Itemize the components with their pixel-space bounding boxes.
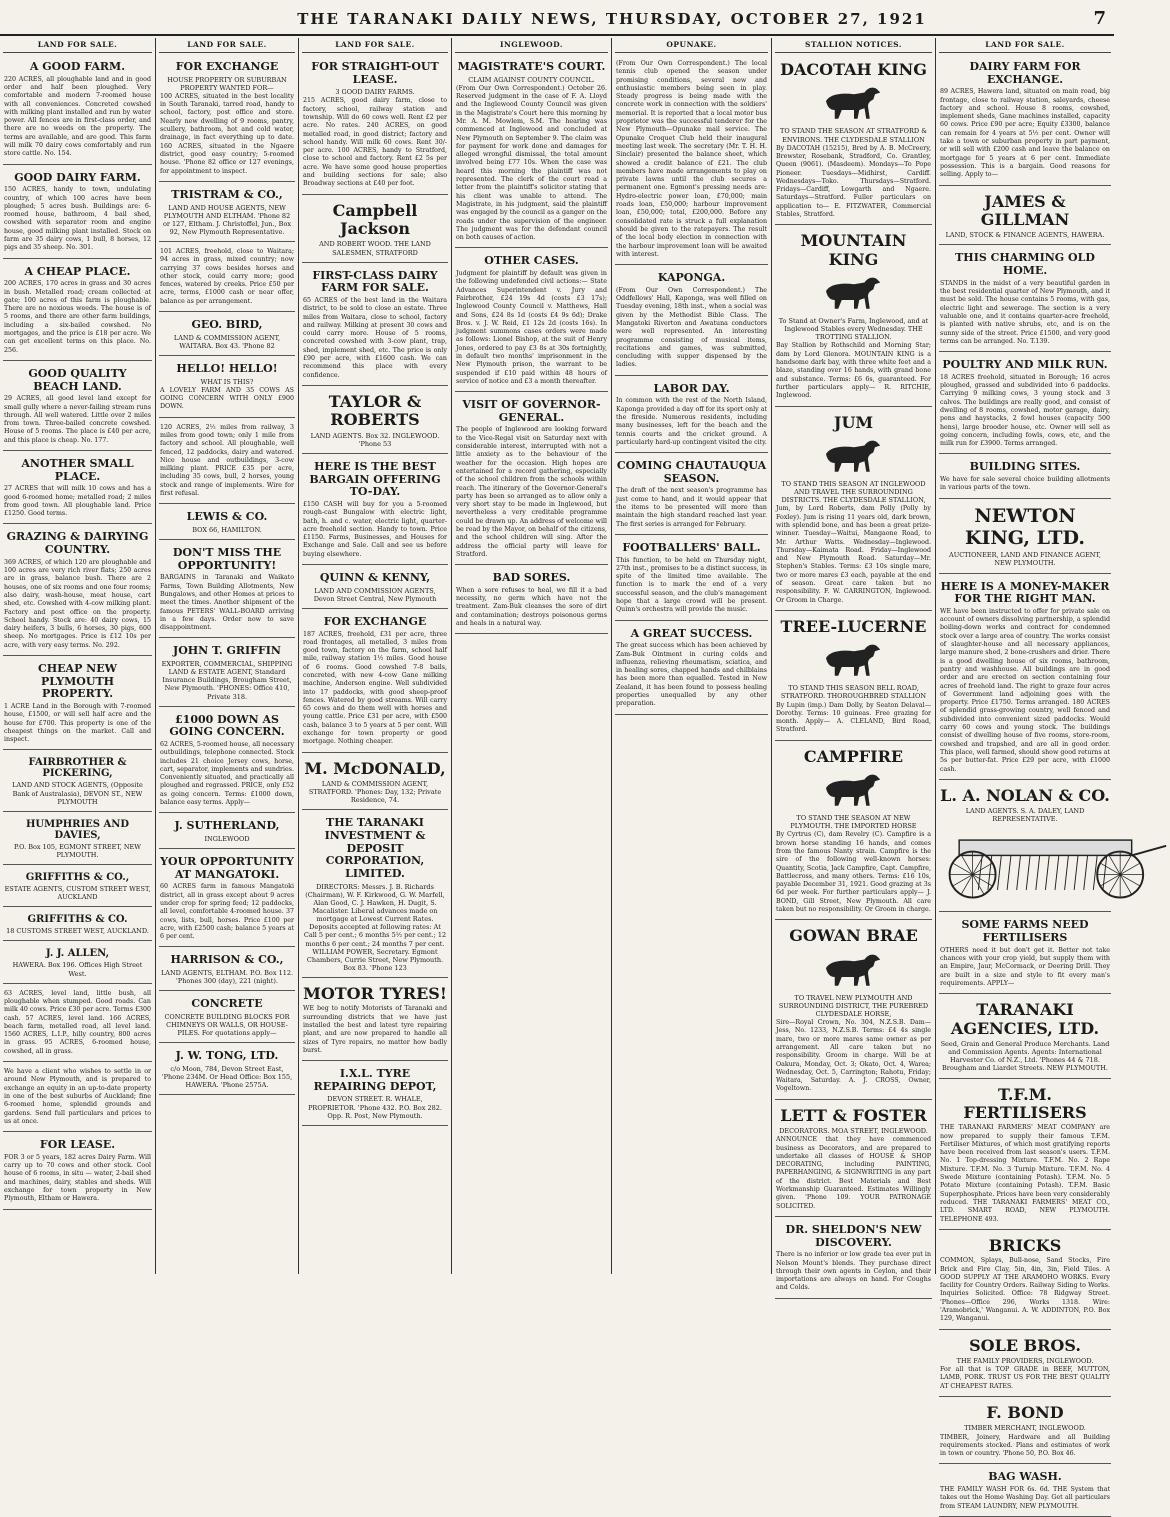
ad-heading: DR. SHELDON'S NEW DISCOVERY.	[785, 1222, 922, 1249]
ad-heading: CAMPFIRE	[803, 746, 904, 766]
ad-body-text: A LOVELY FARM AND 35 COWS AS GOING CONCERN WITH ONLY £900 DOWN.	[160, 386, 294, 411]
ad-heading: J. SUTHERLAND,	[174, 819, 280, 833]
ad-heading: YOUR OPPORTUNITY AT MANGATOKI.	[160, 855, 294, 881]
ad-subheading: CONCRETE BUILDING BLOCKS FOR CHIMNEYS OR WALLS, OR HOUSE-PILES. For quotations apply—	[164, 1013, 290, 1038]
ad-heading: A GREAT SUCCESS.	[630, 626, 753, 640]
ad-heading: TRISTRAM & CO.,	[171, 187, 283, 201]
agent-name: GRIFFITHS & CO.,	[25, 872, 130, 884]
ad-body-text: 187 ACRES, freehold, £31 per acre, three road frontages, all metalled, 3 miles from good town, factory on the farm, school half mile, railway station 1½ miles. Good house of 6 rooms. Good cowshed 7-8 bails, concreted, with new 4-cow Gane milking machine, Anderson engine. Well subdivided into 17 paddocks, with good sheep-proof fences. Watered by good streams. Will carry 65 cows and do them well with horses and young cattle. Price £31 per acre, with £500 cash, balance 3 to 5 years at 5 per cent. Will exchange for town property or good mortgage. Nothing cheaper.	[303, 630, 447, 746]
advertisement	[159, 314, 295, 356]
ad-heading: FOR STRAIGHT-OUT LEASE.	[311, 60, 439, 86]
newspaper-title: THE TARANAKI DAILY NEWS, THURSDAY, OCTOBER 27, 1921	[297, 10, 927, 28]
ad-subheading: c/o Moon, 784, Devon Street East, 'Phone 234M. Or Head Office: Box 155, HAWERA. 'Phone 2575A.	[161, 1065, 293, 1090]
advertisement	[159, 949, 295, 991]
ad-body-text: 60 ACRES farm in famous Mangatoki district, all in grass except about 9 acres under crop for spring feed; 12 paddocks, all level, comfortable 4-roomed house. 37 cows, lists, bull, horses. Price £100 per acre, with £2500 cash; balance 5 years at 6 per cent.	[160, 883, 294, 941]
advertisement	[615, 267, 768, 376]
advertisement	[615, 623, 768, 715]
horse-icon	[819, 271, 889, 315]
ad-heading: SOLE BROS.	[969, 1335, 1081, 1355]
advertisement	[159, 56, 295, 182]
ad-heading: MOUNTAIN KING	[800, 231, 907, 269]
ad-heading: GOWAN BRAE	[789, 926, 918, 946]
seed-drill-illustration	[940, 826, 1170, 904]
ad-subheading: THE FAMILY PROVIDERS, INGLEWOOD.	[956, 1357, 1094, 1365]
agent-listing	[3, 867, 152, 907]
advertisement	[3, 56, 152, 165]
ad-body-text: This function, to be held on Thursday night, 27th inst., promises to be a distinct success, in spite of the limited time available. The function is to mark the end of a very successful season, and the club's management hope that a large crowd will be present. Quinn's orchestra will provide the music.	[616, 556, 767, 614]
ad-heading: HERE IS THE BEST BARGAIN OFFERING TO-DAY.	[309, 459, 441, 499]
ad-heading: FOR EXCHANGE	[175, 60, 279, 73]
advertisement	[302, 1063, 448, 1126]
advertisement	[3, 167, 152, 259]
ad-body-text: (From Our Own Correspondent.) The local tennis club opened the season under promising conditions, several new and enthusiastic members being seen in play. Steady progress is being made with the concrete work in connection with the soldiers' memorial. It is reported that a local motor bus proprietor was the successful tenderer for the New Plymouth—Opunake mail service. The Opunake Croquet Club held their inaugural meeting last week. The secretary (Mr. T. H. H. Sinclair) presented the balance sheet, which showed a credit balance of £21. The club members have made arrangements to play on private lawns until the club secures a permanent one. Egmont's pressing needs are: Hydro-electric power loan, £70,000; main roads loan, £50,000; harbour improvement loan, £50,000; total, £200,000. Before any consolidated rate is struck a full explanation should be given to the ratepayers. The result of the local body election in connection with the harbour improvement loan will be awaited with interest.	[616, 60, 767, 258]
ad-heading: M. McDONALD,	[304, 758, 446, 778]
advertisement	[159, 420, 295, 505]
ad-heading: L. A. NOLAN & CO.	[940, 785, 1110, 805]
ad-body-text: Jum, by Lord Roberts, dam Polly (Polly by Foxley). Jum is rising 11 years old, dark brown, with splendid bone, and has been a great prize-winner. Tuesday—Waitui, Mangaone Road, to Mr. Arthur Watts. Wednesday—Inglewood. Thursday—Kaimata Road. Friday—Inglewood and New Plymouth Road. Saturday—Mr. Stephen's Stables. Terms: £3 10s single mare, two or more mares £3 each, payable at the end of season. Great care taken but no responsibility. F. W. CARRINGTON, Inglewood. Or Groom in Charge.	[776, 505, 931, 604]
advertisement	[302, 980, 448, 1061]
ad-body-text: STANDS in the midst of a very beautiful garden in the best residential quarter of New Plymouth, and it must be sold. The house contains 5 rooms, with gas, electric light and sewerage. The section is a very valuable one, and it contains quarter-acre freehold, is planted with native shrubs, etc, and is on the sunny side of the street. Price £1500, and very good terms can be arranged. No. T.139.	[940, 279, 1110, 345]
agent-name: GRIFFITHS & CO.	[27, 914, 128, 926]
ad-subheading: AND ROBERT WOOD. THE LAND SALESMEN, STRATFORD	[319, 240, 431, 257]
column-1	[0, 38, 156, 1274]
ad-body-text: 100 ACRES, situated in the best locality in South Taranaki, tarred road, handy to school, factory, post office and store. Nearly new dwelling of 9 rooms, pantry, scullery, bathroom, hot and cold water, drainage, in fact everything up to date. 160 ACRES, situated in the Ngaere district, good easy country; 5-roomed house. 'Phone 82 office or 127 evenings, for appointment to inspect.	[160, 92, 294, 175]
ad-heading: I.X.L. TYRE REPAIRING DEPOT,	[313, 1067, 437, 1093]
advertisement	[3, 986, 152, 1062]
ad-heading: COMING CHAUTAUQUA SEASON.	[616, 459, 767, 485]
ad-subheading: EXPORTER, COMMERCIAL, SHIPPING LAND & ESTATE AGENT, Standard Insurance Buildings, Brougham Street, New Plymouth. 'PHONES: Office 410, Private 318.	[161, 660, 293, 701]
advertisement	[775, 922, 932, 1099]
agent-address: ESTATE AGENTS, CUSTOM STREET WEST, AUCKLAND	[4, 885, 151, 902]
column-header: LAND FOR SALE.	[302, 38, 448, 53]
advertisement	[159, 506, 295, 540]
ad-body-text: ANNOUNCE that they have commenced business as Decorators, and are prepared to undertake all classes of HOUSE & SHOP DECORATING, including PAINTING, PAPERHANGING, & SIGNWRITING in any part of the district. Best Materials and Best Workmanship Guaranteed. Estimates Willingly given. 'Phone 109. YOUR PATRONAGE SOLICITED.	[776, 1136, 931, 1210]
ad-body-text: THE FAMILY WASH FOR 6s. 6d. THE System that takes out the Home Washing Day. Get all particulars from STEAM LAUNDRY, NEW PLYMOUTH.	[940, 1486, 1110, 1510]
agent-listing	[3, 943, 152, 983]
ad-body-text: 18 ACRES freehold, situated in Borough; 16 acres ploughed, grassed and subdivided into 6 paddocks. Carrying 9 milking cows, 3 young stock and 3 calves. The buildings are really good, and consist of dwelling of 8 rooms, cowshed, motor garage, dairy, pens and haystacks, 2 fowl houses (capacity 500 hens), large brooder house, etc. Owner will sell as going concern, including fowls, cows, etc, and the milk run for £3900. Terms arranged.	[940, 373, 1110, 448]
column-6	[772, 38, 936, 1292]
ad-heading: F. BOND	[986, 1403, 1064, 1423]
advertisement	[3, 453, 152, 524]
advertisement	[939, 782, 1111, 913]
column-header: INGLEWOOD.	[455, 38, 608, 53]
advertisement	[159, 709, 295, 814]
column-5	[612, 38, 772, 1274]
ad-heading: DACOTAH KING	[780, 60, 927, 79]
ad-body-text: 215 ACRES, good dairy farm, close to factory, school, railway station and township. Will do 60 cows well. Rent £2 per acre. No rates. 240 ACRES, on good metalled road, in good district; factory and school handy. Will milk 60 cows. Rent 30/- per acre. 100 ACRES, handy to Stratford, close to school and factory. Rent £2 5s per acre. We have some good house properties and building sections for sale; also Broadway sections at £40 per foot.	[303, 97, 447, 188]
ad-heading: LEWIS & CO.	[186, 510, 268, 524]
ad-subheading: LAND AND HOUSE AGENTS, NEW PLYMOUTH AND ELTHAM. 'Phone 82 or 127, Eltham. J. Christoffel, Jun., Box 92, New Plymouth Representative.	[162, 203, 292, 236]
advertisement	[939, 1232, 1111, 1330]
ad-subheading: DIRECTORS: Messrs. J. B. Richards (Chairman), W. F. Kirkwood, G. W. Marfell, Alan Good, C. J. Hawken, H. Dugit, S. Macalister. Liberal advances made on mortgage at Lowest Current Rates. Deposits accepted at following rates: At Call 5 per cent.; 6 months 5½ per cent.; 12 months 6 per cent.; 24 months 7 per cent. WILLIAM POWER, Secretary. Egmont Chambers, Currie Street, New Plymouth. Box 83. 'Phone 123	[303, 882, 447, 972]
ad-body-text: 1 ACRE Land in the Borough with 7-roomed house, £1500, or will sell half acre and the house for £700. This property is one of the cheapest things on the market. Call and inspect.	[4, 702, 151, 744]
ad-body-text: In common with the rest of the North Island, Kaponga provided a day off for its sport only at the fireside. Numerous residents, including many businesses, left for the beach and the tennis courts and the cricket ground. A particularly hard-up contingent visited the city.	[616, 397, 767, 446]
agent-address: 18 CUSTOMS STREET WEST, AUCKLAND.	[6, 927, 149, 936]
ad-heading: FOOTBALLERS' BALL.	[622, 540, 761, 554]
advertisement	[939, 914, 1111, 994]
ad-heading: TREE-LUCERNE	[780, 616, 927, 636]
advertisement	[939, 996, 1111, 1078]
ad-heading: ANOTHER SMALL PLACE.	[21, 457, 134, 483]
ad-heading: QUINN & KENNY,	[319, 570, 431, 584]
advertisement	[939, 1332, 1111, 1397]
ad-body-text: The people of Inglewood are looking forward to the Vice-Regal visit on Saturday next with considerable interest, interrupted with not a little anxiety as to the behaviour of the weather for the occasion. High hopes are entertained for a record gathering, especially of the school children from the schools within reach. The itinerary of the Governor-General's party has been so arranged as to allow only a very short stay to be made in Inglewood, but nevertheless a very creditable programme could be drawn up. An address of welcome will be read by the Mayor, on behalf of the citizens, and the school children will sing. After the address the official party will leave for Stratford.	[456, 426, 607, 558]
ad-body-text: 29 ACRES, all good level land except for small gully where a never-failing stream runs through. All well watered. Little over 2 miles from town. Three-bailed concrete cowshed. House of 5 rooms. The place is £40 per acre, and this place is cheap. No. 177.	[4, 395, 151, 444]
ad-heading: HERE IS A MONEY-MAKER FOR THE RIGHT MAN.	[940, 579, 1110, 606]
advertisement	[775, 227, 932, 406]
advertisement	[939, 1466, 1111, 1517]
column-4	[452, 38, 612, 1274]
agent-listing	[3, 814, 152, 865]
agent-listing	[3, 752, 152, 811]
ad-subheading: LAND AND COMMISSION AGENTS, Devon Street Central, New Plymouth	[313, 586, 437, 603]
ad-subheading: LAND & COMMISSION AGENT, STRATFORD. 'Phones: Day, 132; Private Residence, 74.	[308, 780, 442, 805]
ad-subheading: To Stand at Owner's Farm, Inglewood, and at Inglewood Stables every Wednesday. THE TROTTING STALLION.	[778, 317, 929, 342]
ad-subheading: BOX 66, HAMILTON.	[192, 525, 262, 534]
advertisement	[615, 56, 768, 265]
horse-icon	[819, 434, 889, 478]
ad-body-text: 27 ACRES that will milk 10 cows and has a good 6-roomed home; metalled road; 2 miles from good town. All ploughable land. Price £1250. Good terms.	[4, 485, 151, 518]
ad-heading: FOR EXCHANGE	[323, 614, 427, 628]
advertisement	[775, 1219, 932, 1299]
ad-subheading: TO STAND THIS SEASON AT INGLEWOOD AND TRAVEL THE SURROUNDING DISTRICTS. THE CLYDESDALE STALLION,	[781, 479, 926, 505]
advertisement	[615, 455, 768, 535]
advertisement	[455, 250, 608, 392]
ad-heading: T.F.M. FERTILISERS	[963, 1084, 1087, 1122]
advertisement	[159, 815, 295, 849]
ad-subheading: CLAIM AGAINST COUNTY COUNCIL.	[468, 75, 595, 84]
ad-subheading: HOUSE PROPERTY OR SUBURBAN PROPERTY WANTED FOR—	[167, 75, 287, 92]
ad-body-text: WE have been instructed to offer for private sale on account of owners dissolving partnership, a splendid boiling-down works and contract for condemned stock over a large area of country. The works consist of slaughter-house and all necessary appliances, large manure shed, 2 bone-crushers and drier. There is a good dwelling house of six rooms, bathroom, pantry and washhouse. All buildings are in good order and are erected on section containing four acres of freehold land. The right to graze four acres of Government land adjoining goes with the property. Price £1750. Terms arranged. 180 ACRES of splendid grass-growing country, well fenced and subdivided into convenient sized paddocks. Would carry 60 cows and young stock. The buildings consist of dwelling house of five rooms, store-room, cowshed and trapshed, and are all in good order. This place, well farmed, should show good returns at 5s per butter-fat. Price £29 per acre, with £1000 cash.	[940, 607, 1110, 773]
ad-heading: POULTRY AND MILK RUN.	[942, 358, 1108, 372]
advertisement	[455, 567, 608, 634]
horse-icon	[819, 638, 889, 682]
advertisement	[302, 611, 448, 753]
advertisement	[939, 501, 1111, 574]
column-2	[156, 38, 299, 1274]
ad-body-text: The draft of the next season's programme has just come to hand, and it would appear that the items to be presented will more than maintain the high standard reached last year. The first series is arranged for February.	[616, 487, 767, 528]
advertisement	[159, 640, 295, 706]
advertisement	[455, 394, 608, 565]
column-header: LAND FOR SALE.	[3, 38, 152, 53]
ad-heading: BUILDING SITES.	[969, 460, 1081, 474]
ad-body-text: £150 CASH will buy for you a 5-roomed rough-cast Bungalow with electric light, bath, h. and c. water, electric light, quarter-acre freehold section. Handy to town. Price £1150. Farms, Businesses, and Houses for Exchange and Sale. Call and see us before buying elsewhere.	[303, 500, 447, 558]
agent-name: HUMPHRIES AND DAVIES,	[25, 818, 130, 841]
horse-icon	[819, 81, 889, 125]
agent-name: FAIRBROTHER & PICKERING,	[28, 757, 127, 780]
ad-heading: MAGISTRATE'S COURT.	[457, 60, 606, 73]
ad-heading: BRICKS	[988, 1235, 1062, 1255]
ad-subheading: TIMBER MERCHANT, INGLEWOOD.	[964, 1424, 1086, 1433]
advertisement	[615, 378, 768, 453]
advertisement	[302, 56, 448, 195]
advertisement	[302, 456, 448, 565]
ad-heading: TARANAKI AGENCIES, LTD.	[950, 1000, 1100, 1038]
ad-body-text: Judgment for plaintiff by default was given in the following undefended civil actions:— State Advances Superintendent v. Jury and Fairbrother, £24 19s 4d (costs £3 17s); Inglewood County Council v. Matthews, Hall and Sons, £24 8s 1d (costs £4 9s 6d); Drake Bros. v. J. W. Reid, £1 12s 2d (costs 16s). In judgment summons cases orders were made as follows: Lionel Bishop, at the suit of Henry Jones, ordered to pay £3 8s at 30s fortnightly, in default two months' imprisonment in the New Plymouth prison, the warrant to be suspended if £10 paid within 48 hours of service of notice and £3 a month thereafter.	[456, 270, 607, 385]
ad-body-text: By Lupin (imp.) Dam Dolly, by Seaton Delaval—Dorothy. Terms: 10 guineas. Free grazing for month. Apply— A. CLELAND, Bird Road, Stratford.	[776, 701, 931, 734]
advertisement	[455, 56, 608, 248]
ad-subheading: INGLEWOOD	[204, 834, 250, 843]
agent-name: J. J. ALLEN,	[45, 948, 110, 960]
advertisement	[302, 388, 448, 454]
masthead	[0, 0, 1114, 36]
ad-heading: FOR LEASE.	[39, 1138, 116, 1152]
ad-body-text: 220 ACRES, all ploughable land and in good order and half been ploughed. Very comfortable and modern 7-roomed house with all conveniences. Concreted cowshed with milking plant installed and run by water power. All fences are in first-class order, and there are no weeds on the property. The terms are available, and are good. This farm will milk 70 dairy cows comfortably and run store cattle. No. 154.	[4, 75, 151, 158]
advertisement	[939, 188, 1111, 246]
advertisement	[302, 197, 448, 263]
advertisement	[159, 542, 295, 638]
ad-body-text: 369 ACRES, of which 120 are ploughable and 100 acres are very rich river flats; 250 acres are in grass, balance bush. There are 2 houses, one of six rooms and one four rooms; also dairy, wash-house, meat house, cart shed, etc. Cowshed with 4-cow milking plant. Factory and post office on the property. School handy. Stock are: 40 dairy cows, 15 dairy heifers, 3 bulls, 6 horses, 30 pigs, 600 sheep. No mortgages. Price is £12 10s per acre, with very easy terms. No. 292.	[4, 558, 151, 649]
ad-body-text: COMMON, Splays, Bull-nose, Sand Stocks, Fire Brick and Fire Clay, 5in, 4in, 3in, Field Tiles. A GOOD SUPPLY AT THE ARAMOHO WORKS. Every facility for Country Orders. Railway Siding to Works. Inquiries Solicited. Office: 78 Ridgway Street. 'Phones—Office 296, Works 1318. Wire: 'Aramobrick,' Wanganui. A. W. ADDINTON, P.O. Box 129, Wanganui.	[940, 1257, 1110, 1323]
column-7	[936, 38, 1114, 1510]
advertisement	[302, 812, 448, 978]
advertisement	[939, 247, 1111, 352]
ad-body-text: 101 ACRES, freehold, close to Waitara; 94 acres in grass, mixed country; now carrying 37 cows besides horses and other stock, could carry more; good fences, watered by creeks. Price £50 per acre, terms, £1000 cash or near offer, balance as per arrangement.	[160, 248, 294, 305]
ad-subheading: TO STAND THIS SEASON BELL ROAD, STRATFORD. THOROUGHBRED STALLION	[780, 684, 927, 701]
ad-heading: BAD SORES.	[492, 571, 571, 585]
advertisement	[939, 56, 1111, 186]
advertisement	[775, 613, 932, 741]
ad-heading: DON'T MISS THE OPPORTUNITY!	[172, 546, 282, 572]
ad-body-text: The great success which has been achieved by Zam-Buk Ointment in curing colds and influenza, relieving rheumatism, sciatica, and in healing sores, chapped hands and chilblains has been more than equalled. Tested in New Zealand, it has been found to possess healing properties unequalled by any other preparation.	[616, 642, 767, 708]
ad-body-text: 150 ACRES, handy to town, undulating country, of which 100 acres have been ploughed; 5 acres bush. Buildings are: 6-roomed house, bathroom, 4 bail shed, cowshed with separator room and engine house, good milking plant installed. Stock on farm are 35 dairy cows, 1 bull, 8 horses, 12 pigs and 35 sheep. No. 301.	[4, 186, 151, 252]
ad-heading: OTHER CASES.	[484, 254, 579, 268]
advertisement	[939, 576, 1111, 780]
ad-subheading: Seed, Grain and General Produce Merchants. Land and Commission Agents. Agents: International Harvester Co. of N.Z., Ltd. 'Phones 44 & 718. Brougham and Liardet Streets. NEW PLYMOUTH.	[940, 1040, 1110, 1073]
horse-icon	[819, 948, 889, 992]
ad-subheading: TO TRAVEL NEW PLYMOUTH AND SURROUNDING DISTRICT, THE PUREBRED CLYDESDALE HORSE,	[778, 993, 929, 1018]
agent-address: HAWERA. Box 196. Offices High Street West.	[12, 961, 143, 978]
ad-subheading: LAND AGENTS. Box 32. INGLEWOOD. 'Phone 53	[310, 431, 440, 448]
agent-listing	[3, 909, 152, 941]
ad-subheading: 3 GOOD DAIRY FARMS.	[335, 88, 415, 97]
masthead-rule	[0, 34, 1114, 36]
ad-heading: £1000 DOWN AS GOING CONCERN.	[169, 712, 285, 739]
ad-body-text: FOR 3 or 5 years, 182 acres Dairy Farm. Will carry up to 70 cows and other stock. Cool house of 6 rooms, in situ — water, 2-bail shed and machines, dairy, stables and sheds. Will exchange for town property in New Plymouth, Eltham or Hawera.	[4, 1153, 151, 1203]
ad-subheading: WHAT IS THIS?	[200, 377, 254, 386]
ad-heading: Campbell Jackson	[332, 200, 418, 239]
agent-address: P.O. Box 105, EGMONT STREET, NEW PLYMOUTH.	[14, 842, 141, 859]
ad-subheading: LAND AGENTS. S. A. DALEY, LAND REPRESENTATIVE.	[965, 807, 1085, 824]
advertisement	[775, 409, 932, 611]
advertisement	[3, 363, 152, 451]
ad-heading: GRAZING & DAIRYING COUNTRY.	[6, 530, 149, 557]
advertisement	[775, 743, 932, 921]
ad-heading: THE TARANAKI INVESTMENT & DEPOSIT CORPORATION, LIMITED.	[324, 816, 426, 880]
ad-heading: CONCRETE	[191, 997, 263, 1011]
ad-body-text: 89 ACRES, Hawera land, situated on main road, big frontage, close to railway station, saleyards, cheese factory and school. House 8 rooms, cowshed, implement sheds, Gane machines installed, capacity 60 cows. Price £90 per acre; Equity £3300, balance can remain for 4 years at 5½ per cent. Owner will take a town or suburban property in part payment, or will sell with £200 cash and leave the balance on mortgage for 5 years at 6 per cent. Immediate possession. This is a bargain. Good reasons for selling. Apply to—	[940, 88, 1110, 179]
ad-heading: NEWTON KING, LTD.	[965, 504, 1085, 549]
horse-icon	[819, 768, 889, 812]
ad-heading: A GOOD FARM.	[29, 60, 126, 73]
ad-subheading: TO STAND THE SEASON AT STRATFORD & ENVIRONS. THE CLYDESDALE STALLION	[780, 127, 927, 144]
advertisement	[159, 244, 295, 312]
ad-heading: JUM	[833, 412, 874, 432]
advertisement	[3, 261, 152, 361]
ad-body-text: (From Our Own Correspondent.) The Oddfellows' Hall, Kaponga, was well filled on Tuesday evening, 18th inst., when a social was given by the Methodist Bible Class. The Mangatoki Riverton and Awatuna conductors were well represented. An interesting programme consisting of musical items, recitations and games, was submitted, concluding with supper dispensed by the ladies.	[616, 286, 767, 369]
ad-body-text: 65 ACRES of the best land in the Waitara district, to be sold to close an estate. Three miles from Waitara, close to school, factory and railway. Milking at present 30 cows and could carry more. House of 5 rooms, concreted cowshed with 3-cow plant, trap, shed, implement shed, etc. The price is only £90 per acre, with £1600 cash. We can recommend this place with every confidence.	[303, 296, 447, 379]
advertisement	[159, 851, 295, 947]
advertisement	[939, 1081, 1111, 1230]
ad-subheading: AUCTIONEER, LAND AND FINANCE AGENT, NEW PLYMOUTH.	[949, 551, 1101, 568]
column-header: OPUNAKE.	[615, 38, 768, 53]
advertisement	[159, 358, 295, 418]
ad-heading: GOOD QUALITY BEACH LAND.	[28, 366, 127, 393]
ad-body-text: 63 ACRES, level land, little bush, all ploughable when stumped. Good roads. Can milk 40 cows. Price £30 per acre. Terms £300 cash. 57 ACRES, level land. 166 ACRES, beach farm, metalled road, all level land. 1560 ACRES, L.I.P., hilly country, 800 acres in grass. 95 ACRES, 6-roomed house, cowshed, all in grass.	[4, 989, 151, 1055]
ad-body-text: Bay Stallion by Rothschild and Morning Star; dam by Lord Glenora. MOUNTAIN KING is a handsome dark bay, with three white feet and a blaze, standing over 16 hands, with grand bone and substance. Terms: £6 6s, guaranteed. For further particulars apply— R. RITCHIE, Inglewood.	[776, 342, 931, 400]
ad-heading: KAPONGA.	[657, 271, 726, 285]
ad-heading: JOHN T. GRIFFIN	[173, 644, 281, 658]
advertisement	[615, 537, 768, 621]
ad-subheading: LAND & COMMISSION AGENT, WAITARA. Box 43. 'Phone 82	[173, 333, 281, 350]
column-3	[299, 38, 452, 1274]
ad-heading: A CHEAP PLACE.	[24, 264, 131, 278]
ad-body-text: OTHERS need it but don't get it. Better not take chances with your crop yield, but supply them with an Empire, Jaur, McCormack, or Deering Drill. They are built in a size and style to fit every man's requirements. APPLY—	[940, 946, 1110, 987]
column-header: LAND FOR SALE.	[159, 38, 295, 53]
ad-subheading: DEVON STREET. R. WHALE, PROPRIETOR. 'Phone 432. P.O. Box 282. Opp. R. Post, New Plymouth.	[308, 1095, 442, 1120]
advertisement	[939, 456, 1111, 498]
ad-body-text: By Cyrtrus (C), dam Revelry (C). Campfire is a brown horse standing 16 hands, and comes from the famous Nanty strain. Campfire is the sire of the following well-known horses: Quantity, Scotia, Jack Campfire, Capt. Campfire, Battlecross, and many others. Terms: £16 10s, payable December 31, 1921. Good grazing at 3s 6d per week. For further particulars apply— J. BOND, Gill Street, New Plymouth. All care taken but no responsibility. Or Groom in charge.	[776, 831, 931, 914]
advertisement	[3, 526, 152, 656]
ad-body-text: (From Our Own Correspondent.) October 26. Reserved judgment in the case of F. A. Lloyd and the Inglewood County Council was given in the Magistrate's Court here this morning by Mr. A. M. Mowlem, S.M. The hearing was commenced at Inglewood and concluded at New Plymouth on September 9. The claim was for payment for work done and damages for alleged wrongful dismissal, the total amount involved being £77 10s. When the case was heard this morning the plaintiff was not represented. The clerk of the court read a letter from the plaintiff's solicitor stating that his client was unable to attend. The Magistrate, in his judgment, said the plaintiff was engaged by the council as a ganger on the roads under the supervision of the engineer. The judgment was for the defendant council on both causes of action.	[456, 84, 607, 242]
ad-heading: CHEAP NEW PLYMOUTH PROPERTY.	[38, 662, 117, 701]
ad-heading: HELLO! HELLO!	[176, 361, 278, 375]
ad-heading: GOOD DAIRY FARM.	[14, 170, 141, 184]
ad-body-text: 62 ACRES, 5-roomed house, all necessary outbuildings, telephone connected. Stock includes 21 choice Jersey cows, horse, cart, separator, implements and sundries. Conveniently situated, and practically all ploughed and regrassed. PRICE, only £52 as going concern. Terms: £1000 down, balance easy terms. Apply—	[160, 740, 294, 807]
ad-body-text: THE TARANAKI FARMERS' MEAT COMPANY are now prepared to supply their famous T.F.M. Fertiliser Mixtures, of which most gratifying reports have been received from last season's users. T.F.M. No. 1 Top-dressing Mixture. T.F.M. No. 2 Rape Mixture. T.F.M. No. 3 Turnip Mixture. T.F.M. No. 4 Swede Mixture (containing Potash). T.F.M. No. 5 Potato Mixture (containing Potash). T.F.M. Basic Superphosphate. Prices have been very considerably reduced. THE TARANAKI FARMERS' MEAT CO., LTD. SMART ROAD, NEW PLYMOUTH. TELEPHONE 493.	[940, 1124, 1110, 1223]
advertisement	[939, 354, 1111, 454]
ad-body-text: There is no inferior or low grade tea ever put in Nelson Mount's blends. They purchase direct through their own agents in Ceylon, and their importations are always on hand. For Coughs and Colds.	[776, 1251, 931, 1292]
advertisement	[3, 658, 152, 750]
advertisement	[302, 265, 448, 386]
ad-heading: LETT & FOSTER	[780, 1105, 927, 1125]
advertisement	[159, 993, 295, 1043]
ad-heading: TAYLOR & ROBERTS	[328, 391, 422, 430]
ad-heading: VISIT OF GOVERNOR-GENERAL.	[462, 398, 601, 424]
ad-body-text: When a sore refuses to heal, we fill it a bad necessity, no germ which have not the treatment. Zam-Buk cleanses the sore of dirt and contamination; destroys poisonous germs and heals in a natural way.	[456, 586, 607, 628]
ad-body-text: 120 ACRES, 2½ miles from railway, 3 miles from good town; only 1 mile from factory and school. All ploughable, well fenced, 12 paddocks, dairy and watered. Nice house and outbuildings, 3-cow milking plant. PRICE £35 per acre, including 35 cows, bull, 2 horses, young stock and range of implements. Wire for first refusal.	[160, 423, 294, 497]
ad-heading: FIRST-CLASS DAIRY FARM FOR SALE.	[312, 268, 438, 295]
advertisement	[159, 184, 295, 242]
ad-heading: THIS CHARMING OLD HOME.	[955, 251, 1095, 278]
column-header: LAND FOR SALE.	[939, 38, 1111, 53]
ad-body-text: We have for sale several choice building allotments in various parts of the town.	[940, 476, 1110, 492]
ad-heading: DAIRY FARM FOR EXCHANGE.	[969, 60, 1081, 86]
ad-body-text: By DACOTAH (15215), Bred by A. B. McCreery, Brewster, Rosebank, Stradford, Co. Grantley, Queen (9061). (Masdeem). Mondays—To Pope Pioneer. Tuesdays—Midhirst, Cardiff. Wednesdays—Toko. Thursdays—Stratford. Fridays—Cardiff, Lowgarth and Ngaere. Saturdays—Stratford. Fuller particulars on application to— E. FITZWATER, Commercial Stables, Stratford.	[776, 144, 931, 219]
advertisement	[939, 1399, 1111, 1464]
ad-heading: J. W. TONG, LTD.	[175, 1049, 279, 1063]
ad-body-text: BARGAINS in Taranaki and Waikato Farms, Town Building Allotments, New Bungalows, and other Homes at prices to meet the times. Another shipment of the famous PETERS' WALL-BOARD arriving in a few days. Order now to save disappointment.	[160, 574, 294, 632]
advertisement	[302, 755, 448, 811]
ad-body-text: We have a client who wishes to settle in or around New Plymouth, and is prepared to exchange an equity in an up-to-date property in one of the best suburbs of Auckland; fine 6-roomed home, splendid grounds and gardens. Send full particulars and prices to us at once.	[4, 1068, 151, 1125]
page-number: 7	[1093, 8, 1106, 29]
advertisement	[775, 1102, 932, 1217]
ad-body-text: Sire—Royal Crown, No. 304, N.Z.S.B. Dam—Jess, No. 1233, N.Z.S.B. Terms: £4 4s single mare, two or more mares same owner as per arrangement. All care taken but no responsibility. Groom in charge. Will be at Oakura, Monday, Oct. 3; Okato, Oct. 4, Warea; Wednesday, Oct. 5, Carrington; Rahotu, Friday; Waitara, Saturday. A. J. CROSS, Owner, Vogeltown.	[776, 1019, 931, 1093]
ad-body-text: TIMBER, Joinery, Hardware and all Building requirements stocked. Plans and estimates of work in town or country. 'Phone 50, P.O. Box 46.	[940, 1433, 1110, 1458]
column-header: STALLION NOTICES.	[775, 38, 932, 53]
advertisement	[3, 1064, 152, 1132]
advertisement	[775, 56, 932, 225]
ad-heading: GEO. BIRD,	[191, 318, 263, 332]
ad-subheading: LAND, STOCK & FINANCE AGENTS, HAWERA.	[945, 231, 1105, 240]
ad-body-text: WE beg to notify Motorists of Taranaki and surrounding districts that we have just installed the best and latest tyre repairing plant, and are now prepared to handle all sizes of Tyre repairs, no matter how badly burst.	[303, 1005, 447, 1054]
advertisement	[159, 1045, 295, 1095]
ad-heading: BAG WASH.	[988, 1470, 1062, 1484]
ad-subheading: LAND AGENTS, ELTHAM. P.O. Box 112. 'Phones 300 (day), 221 (night).	[160, 969, 294, 986]
ad-heading: HARRISON & CO.,	[170, 953, 284, 967]
ad-subheading: TO STAND THE SEASON AT NEW PLYMOUTH. THE IMPORTED HORSE	[790, 814, 917, 831]
agent-address: LAND AND STOCK AGENTS, (Opposite Bank of Australasia), DEVON ST., NEW PLYMOUTH	[12, 781, 143, 806]
ad-heading: JAMES & GILLMAN	[980, 191, 1070, 229]
ad-heading: MOTOR TYRES!	[303, 984, 447, 1004]
advertisement	[3, 1134, 152, 1209]
ad-subheading: DECORATORS. MOA STREET, INGLEWOOD.	[779, 1127, 928, 1136]
ad-heading: SOME FARMS NEED FERTILISERS	[961, 918, 1089, 945]
ad-body-text: 200 ACRES, 170 acres in grass and 30 acres in bush. Metalled road; cream collected at gate; 100 acres of this farm is ploughable. There are no noxious weeds. The house is of 5 rooms, and there are other farm buildings, including a six-bailed cowshed. No mortgages, and the price is £18 per acre. We can get excellent terms on this place. No. 256.	[4, 280, 151, 354]
advertisement	[302, 567, 448, 609]
ad-body-text: For all that is TOP GRADE in BEEF, MUTTON, LAMB, PORK. TRUST US FOR THE BEST QUALITY AT CHEAPEST RATES.	[940, 1366, 1110, 1390]
ad-heading: LABOR DAY.	[653, 381, 730, 395]
